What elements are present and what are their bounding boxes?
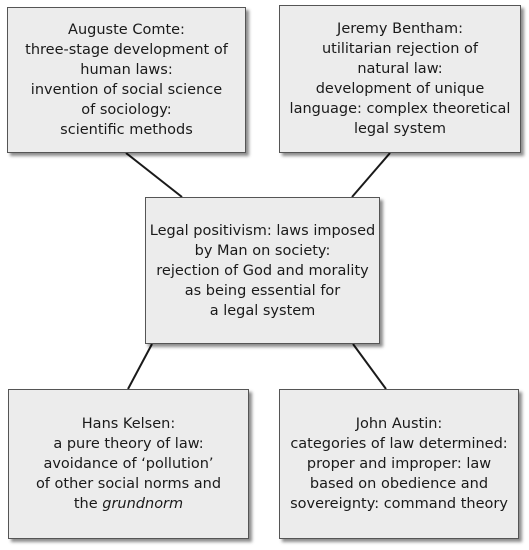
node-text-line: three-stage development of [25,42,228,58]
node-text-line: of other social norms and [35,476,222,492]
connector-comte-center [126,153,182,197]
node-jeremy-bentham [279,5,521,153]
node-text-line: categories of law determined: [290,436,508,452]
node-text-line: invention of social science [30,82,223,98]
node-legal-positivism [145,197,380,344]
connector-center-austin [353,344,386,389]
node-text-line: human laws: [80,62,173,78]
node-text-prefix: the [73,496,103,512]
node-text-line: Hans Kelsen: [81,416,176,432]
node-text-line: avoidance of ‘pollution’ [43,456,214,472]
node-text-line: sovereignty: command theory [290,496,508,512]
node-text-line: based on obedience and [309,476,489,492]
node-text-line: development of unique [315,81,485,97]
node-text-line: proper and improper: law [306,456,492,472]
node-text-line: Auguste Comte: [68,22,185,38]
node-text-line: by Man on society: [194,242,331,259]
connector-center-kelsen [128,344,152,389]
node-hans-kelsen [8,389,249,539]
node-auguste-comte [7,7,246,153]
connector-bentham-center [352,153,390,197]
node-john-austin [279,389,519,539]
node-text-line: a pure theory of law: [53,436,204,452]
node-text-line: rejection of God and morality [156,262,369,279]
node-text-line: as being essential for [184,282,341,299]
node-text-line: language: complex theoretical [289,101,511,117]
node-text-line: John Austin: [355,416,443,432]
node-text-line: of sociology: [81,102,172,118]
node-text-line: Jeremy Bentham: [337,21,463,37]
node-text-line: scientific methods [60,122,193,138]
node-text-line: Legal positivism: laws imposed [149,222,376,239]
node-text-line: legal system [353,121,447,137]
node-text-line: natural law: [357,61,443,77]
node-text-line-last [74,494,183,514]
node-text-italic-term: grundnorm [102,496,184,512]
node-text-line: utilitarian rejection of [321,41,479,57]
node-text-line: a legal system [209,302,316,319]
